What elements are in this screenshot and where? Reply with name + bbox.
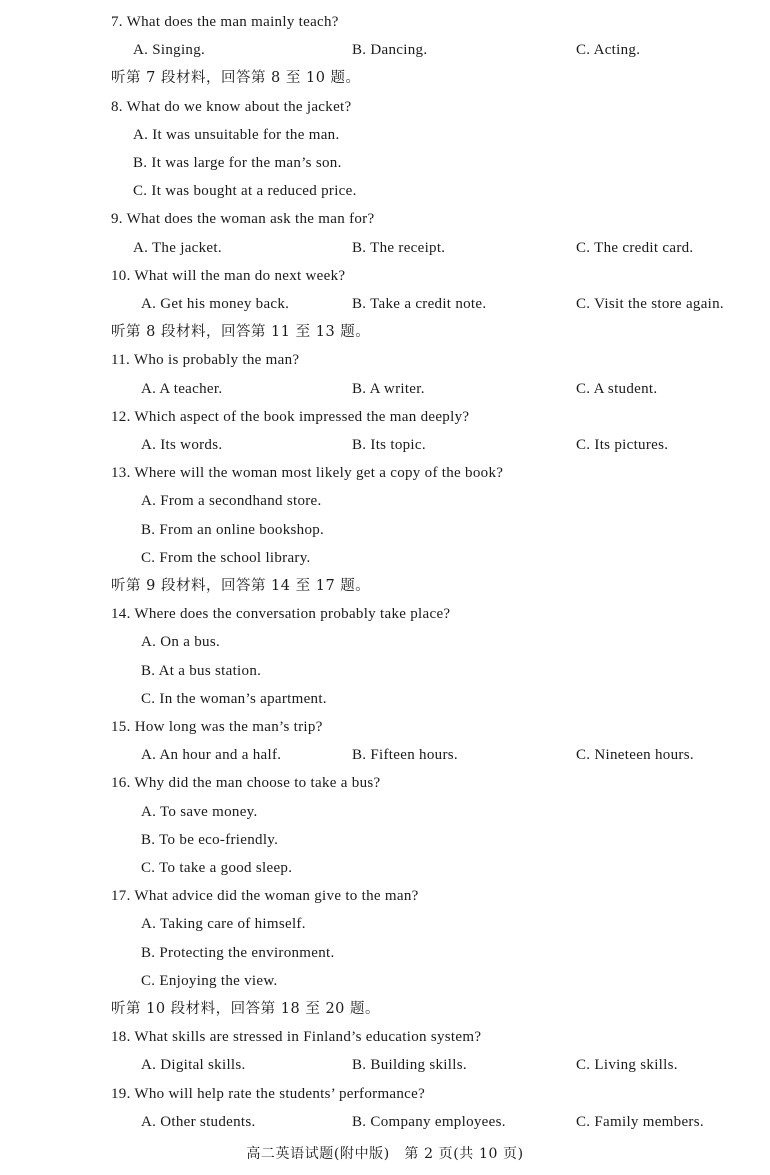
question-stem: 17. What advice did the woman give to the man?	[111, 888, 419, 904]
answer-option: A. Get his money back.	[141, 296, 290, 312]
answer-option: A. On a bus.	[141, 634, 221, 650]
answer-option: A. Its words.	[141, 437, 223, 453]
answer-option: C. Acting.	[576, 42, 641, 58]
answer-option: B. Dancing.	[352, 42, 428, 58]
answer-option: A. The jacket.	[133, 240, 222, 256]
answer-option: B. From an online bookshop.	[141, 522, 325, 538]
section-instruction: 听第 9 段材料，回答第 14 至 17 题。	[111, 578, 371, 594]
answer-option: A. A teacher.	[141, 381, 223, 397]
question-stem: 19. Who will help rate the students’ performance?	[111, 1086, 426, 1102]
answer-option: A. It was unsuitable for the man.	[133, 127, 340, 143]
section-instruction: 听第 10 段材料，回答第 18 至 20 题。	[111, 1001, 381, 1017]
answer-option: C. In the woman’s apartment.	[141, 691, 327, 707]
answer-option: C. The credit card.	[576, 240, 694, 256]
section-instruction: 听第 7 段材料，回答第 8 至 10 题。	[111, 70, 361, 86]
answer-option: C. A student.	[576, 381, 658, 397]
question-stem: 18. What skills are stressed in Finland’s education system?	[111, 1029, 482, 1045]
answer-option: A. An hour and a half.	[141, 747, 282, 763]
answer-option: C. Family members.	[576, 1114, 704, 1130]
answer-option: A. Other students.	[141, 1114, 256, 1130]
answer-option: C. Living skills.	[576, 1057, 678, 1073]
answer-option: C. It was bought at a reduced price.	[133, 183, 357, 199]
question-stem: 14. Where does the conversation probably take place?	[111, 606, 451, 622]
answer-option: B. Protecting the environment.	[141, 945, 335, 961]
answer-option: A. Singing.	[133, 42, 206, 58]
answer-option: B. Its topic.	[352, 437, 426, 453]
answer-option: C. Its pictures.	[576, 437, 669, 453]
question-stem: 7. What does the man mainly teach?	[111, 14, 339, 30]
answer-option: B. Fifteen hours.	[352, 747, 458, 763]
question-stem: 15. How long was the man’s trip?	[111, 719, 323, 735]
answer-option: B. It was large for the man’s son.	[133, 155, 342, 171]
section-instruction: 听第 8 段材料，回答第 11 至 13 题。	[111, 324, 371, 340]
answer-option: A. Taking care of himself.	[141, 916, 306, 932]
answer-option: B. Building skills.	[352, 1057, 467, 1073]
answer-option: A. From a secondhand store.	[141, 493, 322, 509]
answer-option: B. At a bus station.	[141, 663, 262, 679]
answer-option: A. Digital skills.	[141, 1057, 246, 1073]
question-stem: 16. Why did the man choose to take a bus?	[111, 775, 381, 791]
question-stem: 11. Who is probably the man?	[111, 352, 300, 368]
answer-option: C. Enjoying the view.	[141, 973, 278, 989]
answer-option: B. To be eco-friendly.	[141, 832, 279, 848]
answer-option: C. From the school library.	[141, 550, 311, 566]
question-stem: 9. What does the woman ask the man for?	[111, 211, 375, 227]
question-stem: 10. What will the man do next week?	[111, 268, 346, 284]
answer-option: B. The receipt.	[352, 240, 446, 256]
question-stem: 8. What do we know about the jacket?	[111, 99, 352, 115]
answer-option: B. Take a credit note.	[352, 296, 487, 312]
answer-option: A. To save money.	[141, 804, 258, 820]
question-stem: 12. Which aspect of the book impressed the man deeply?	[111, 409, 470, 425]
answer-option: B. A writer.	[352, 381, 425, 397]
answer-option: C. Visit the store again.	[576, 296, 724, 312]
answer-option: B. Company employees.	[352, 1114, 506, 1130]
answer-option: C. To take a good sleep.	[141, 860, 293, 876]
question-stem: 13. Where will the woman most likely get a copy of the book?	[111, 465, 504, 481]
answer-option: C. Nineteen hours.	[576, 747, 694, 763]
page-footer: 高二英语试题(附中版) 第 2 页(共 10 页)	[246, 1146, 524, 1162]
